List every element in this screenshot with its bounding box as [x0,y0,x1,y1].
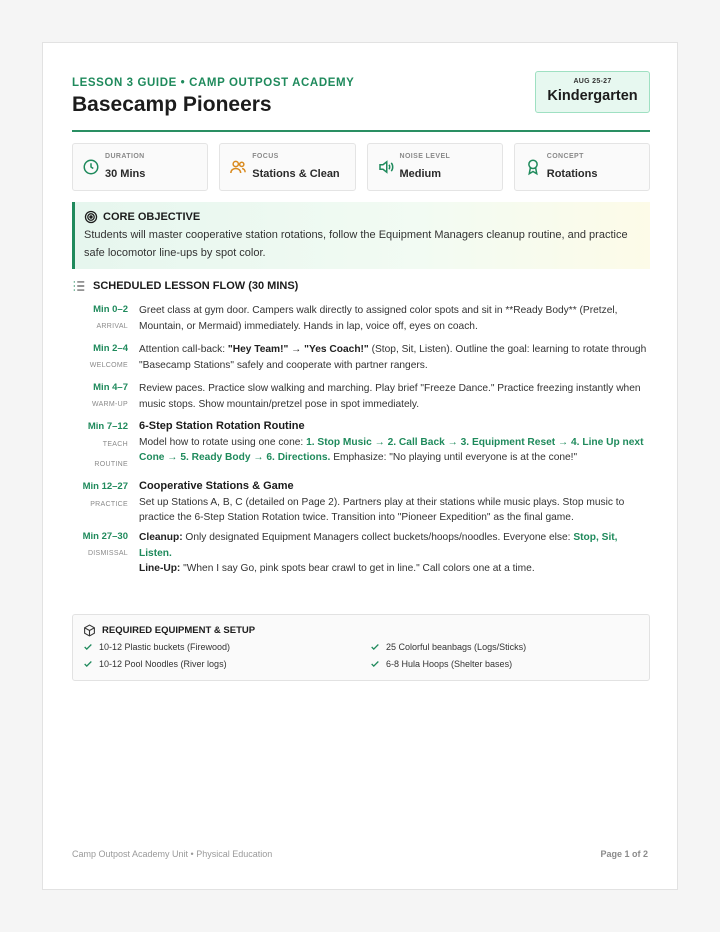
equipment-item-label: 10-12 Pool Noodles (River logs) [99,659,227,669]
equipment-title: REQUIRED EQUIPMENT & SETUP [102,625,256,636]
row-text [139,435,650,466]
equipment-item-label: 10-12 Plastic buckets (Firewood) [99,642,231,652]
stat-value: Stations & Clean [252,168,340,180]
row-text: Greet class at gym door. Campers walk directly to assigned color spots and sit in **Ready Body** (Pretzel, Mountain, or Mermaid) immediately. Hands in lap, voice off, eyes on coach. [139,305,618,332]
callback-phrase: "Hey Team!" → "Yes Coach!" [227,344,369,355]
clock-icon [82,158,100,176]
text-segment: Attention call-back: [139,344,228,355]
stat-value: Rotations [546,168,598,180]
rotation-steps: 1. Stop Music → 2. Call Back → 3. Equipment Reset → 4. Line Up next Cone → 5. Ready Body → 6. Directions. [139,436,644,463]
row-time: Min 0–2 [93,304,128,315]
row-body [139,419,650,466]
row-phase: TEACH [102,441,128,448]
users-icon [229,158,247,176]
stat-noise-level [367,143,503,191]
objective-text: Students will master cooperative station rotations, follow the Equipment Managers cleanup routine, and practice safe locomotor line-ups by spot color. [84,229,628,259]
row-text: Set up Stations A, B, C (detailed on Page 2). Partners play at their stations while music plays. Stop music to practice the 6-Step Station Rotation twice. Transition into "Pioneer Expedition" as the final game. [139,496,625,523]
speaker-icon [377,158,395,176]
award-icon [524,158,542,176]
box-icon [83,624,96,637]
equipment-item [83,642,230,652]
stat-focus [219,143,355,191]
row-title: Cooperative Stations & Game [139,480,294,492]
row-text [139,342,650,373]
row-title: 6-Step Station Rotation Routine [139,420,305,432]
row-body [139,530,650,577]
row-phase: WELCOME [89,362,128,369]
equipment-panel [72,614,650,681]
header-divider [72,130,650,132]
text-segment: Only designated Equipment Managers collect buckets/hoops/noodles. Everyone else: [182,532,574,543]
equipment-item [370,659,512,669]
list-icon [72,279,86,293]
stat-label: DURATION [105,153,145,160]
row-time: Min 7–12 [87,421,128,432]
cleanup-label: Cleanup: [139,532,183,543]
grade-name: Kindergarten [547,88,638,104]
text-segment: (Stop, Sit, Listen). Outline the goal: learning to rotate through "Basecamp Stations" safely and cooperate with partner rangers. [139,344,647,371]
equipment-item [370,642,526,652]
equipment-item-label: 6-8 Hula Hoops (Shelter bases) [386,659,513,669]
row-phase: DISMISSAL [87,550,128,557]
equipment-item [83,659,227,669]
lesson-kicker: LESSON 3 GUIDE • CAMP OUTPOST ACADEMY [72,77,355,89]
target-icon [84,210,98,224]
lesson-flow-header [72,279,298,293]
row-phase: WARM-UP [91,401,128,408]
row-body [139,479,650,526]
check-icon [83,659,93,669]
stop-sit-listen: Stop, Sit, Listen. [139,532,618,559]
lesson-flow-title: SCHEDULED LESSON FLOW (30 MINS) [93,280,299,292]
check-icon [370,642,380,652]
text-segment: Emphasize: "No playing until everyone is at the cone!" [330,452,578,463]
row-time: Min 27–30 [82,531,128,542]
stats-row [72,143,650,191]
text-segment: "When I say Go, pink spots bear crawl to get in line." Call colors one at a time. [180,563,535,574]
objective-header [84,210,200,224]
row-phase: ARRIVAL [96,323,128,330]
row-time: Min 4–7 [93,382,128,393]
page-number: Page 1 of 2 [600,849,648,859]
row-time: Min 2–4 [93,343,128,354]
row-time: Min 12–27 [82,481,128,492]
stat-value: 30 Mins [105,168,146,180]
lineup-label: Line-Up: [139,563,181,574]
objective-title: CORE OBJECTIVE [103,211,201,223]
stat-label: FOCUS [252,153,279,160]
stat-concept [514,143,650,191]
cleanup-text [139,530,650,561]
page-content [72,71,650,669]
row-text: Review paces. Practice slow walking and marching. Play brief "Freeze Dance." Practice freezing instantly when music stops. Show mountain/pretzel pose in spot immediately. [139,383,641,410]
row-phase: PRACTICE [90,501,128,508]
check-icon [83,642,93,652]
row-phase: ROUTINE [94,461,128,468]
page-title: Basecamp Pioneers [72,93,272,116]
footer-unit: Camp Outpost Academy Unit • Physical Education [72,849,273,859]
equipment-item-label: 25 Colorful beanbags (Logs/Sticks) [386,642,527,652]
stat-duration [72,143,208,191]
grade-date: AUG 25-27 [573,78,612,85]
lineup-text [139,561,650,577]
stat-label: NOISE LEVEL [399,153,451,160]
text-segment: Model how to rotate using one cone: [139,436,307,448]
lesson-page [42,42,678,890]
stat-label: CONCEPT [546,153,584,160]
stat-value: Medium [399,168,442,180]
grade-badge [535,71,650,113]
core-objective [72,202,650,269]
equipment-header [83,624,255,637]
check-icon [370,659,380,669]
